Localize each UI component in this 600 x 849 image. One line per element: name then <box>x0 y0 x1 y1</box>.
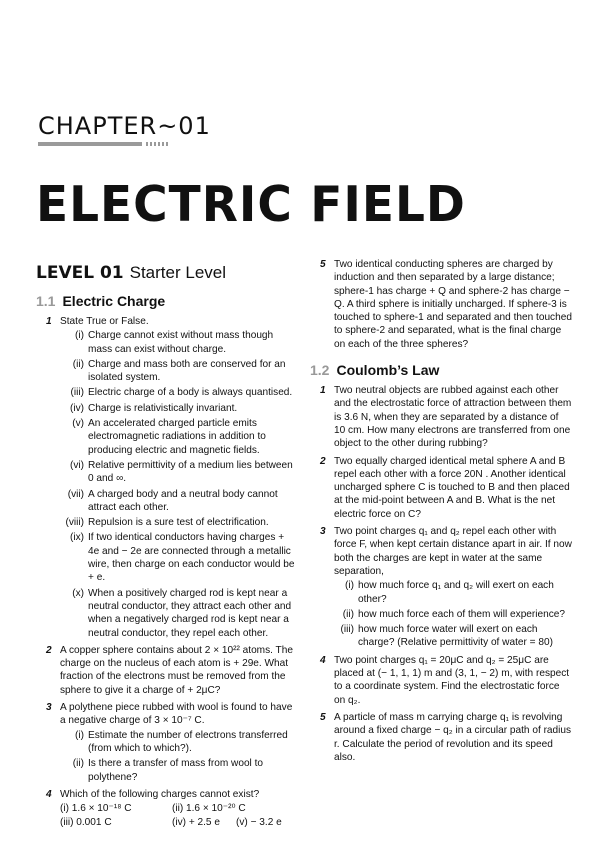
sub-question <box>60 358 298 385</box>
sub-question <box>334 623 572 650</box>
question-text: Two identical conducting spheres are charged by induction and then separated by a large distance; sphere-1 has charge + Q and sphere-2 has charge − Q. A third sphere is initially uncharged. If sphere-3 is touched to sphere-1 and separated and then touched to sphere-2 and separated, what is the final charge on each of the three spheres? <box>334 259 572 350</box>
question <box>310 455 572 521</box>
level-heading <box>36 262 298 284</box>
question <box>310 258 572 351</box>
question-text: A polythene piece rubbed with wool is found to have a negative charge of 3 × 10⁻⁷ C. <box>60 702 293 727</box>
sub-number: (i) <box>75 729 84 741</box>
question <box>310 525 572 650</box>
section-heading <box>36 292 298 310</box>
sub-number: (vi) <box>69 459 84 471</box>
sub-number: (i) <box>75 330 84 342</box>
sub-number: (iii) <box>340 624 354 636</box>
section-title: Electric Charge <box>62 293 166 309</box>
question-number: 3 <box>46 702 52 714</box>
sub-number: (i) <box>345 580 354 592</box>
sub-number: (ii) <box>72 758 84 770</box>
question <box>310 384 572 450</box>
level-label: LEVEL 01 <box>36 263 124 283</box>
sub-number: (vii) <box>67 488 84 500</box>
question-text: A particle of mass m carrying charge q₁ is revolving around a fixed charge − q₂ in a circular path of radius r. Calculate the period of revolution and its speed also. <box>334 711 572 763</box>
question <box>36 788 298 830</box>
choice-option: (v) − 3.2 e <box>236 817 282 829</box>
sub-number: (iv) <box>69 402 84 414</box>
question-number: 2 <box>46 644 52 656</box>
section-number: 1.2 <box>310 362 330 379</box>
question-number: 1 <box>320 385 326 397</box>
chapter-title: ELECTRIC FIELD <box>36 176 466 234</box>
sub-text: An accelerated charged particle emits electromagnetic radiations in addition to producing electric and magnetic fields. <box>88 418 266 456</box>
sub-number: (iii) <box>70 387 84 399</box>
sub-question <box>60 729 298 756</box>
question <box>36 644 298 697</box>
choice-option: (ii) 1.6 × 10⁻²⁰ C <box>172 803 246 815</box>
question-number: 4 <box>46 788 52 800</box>
sub-text: how much force each of them will experience? <box>358 608 566 620</box>
sub-question <box>60 386 298 399</box>
sub-number: (ix) <box>69 532 84 544</box>
choice-option: (iv) + 2.5 e <box>172 817 220 829</box>
question <box>36 701 298 784</box>
question <box>36 315 298 640</box>
question-number: 4 <box>320 654 326 666</box>
sub-question <box>60 459 298 486</box>
sub-text: If two identical conductors having charges + 4e and − 2e are connected through a metallic wire, then charge on each conductor would be + e. <box>88 532 295 584</box>
section-heading <box>310 361 572 379</box>
sub-text: A charged body and a neutral body cannot attract each other. <box>88 488 278 513</box>
sub-text: Charge and mass both are conserved for an isolated system. <box>88 358 286 384</box>
question <box>310 654 572 707</box>
sub-number: (ii) <box>342 608 354 620</box>
sub-text: Electric charge of a body is always quantised. <box>88 387 293 399</box>
sub-question <box>60 531 298 584</box>
level-name: Starter Level <box>129 263 227 282</box>
choice-option: (i) 1.6 × 10⁻¹⁸ C <box>60 803 132 815</box>
sub-question <box>60 757 298 784</box>
question-text: Two point charges q₁ and q₂ repel each other with force F, when kept certain distance apart in air. If now both the charges are kept in water at the same separation, <box>334 526 572 577</box>
choice-grid <box>60 802 298 830</box>
choice-option: (iii) 0.001 C <box>60 817 112 829</box>
sub-text: Charge is relativistically invariant. <box>88 402 238 414</box>
question-number: 2 <box>320 455 326 467</box>
question-number: 3 <box>320 526 326 538</box>
sub-text: how much force q₁ and q₂ will exert on each other? <box>358 580 554 605</box>
question-number: 5 <box>320 711 326 723</box>
sub-text: Is there a transfer of mass from wool to polythene? <box>88 758 264 783</box>
sub-question <box>60 488 298 515</box>
sub-text: how much force water will exert on each charge? (Relative permittivity of water = 80) <box>358 624 553 649</box>
chapter-rule-dots <box>146 142 168 146</box>
question-text: State True or False. <box>60 316 149 327</box>
sub-question <box>334 579 572 606</box>
sub-text: When a positively charged rod is kept near a neutral conductor, they attract each other and when a negatively charged rod is kept near a neutral conductor, they repel each other. <box>88 587 292 639</box>
sub-question <box>60 417 298 457</box>
left-column <box>36 262 298 834</box>
question-number: 5 <box>320 259 326 270</box>
sub-question <box>334 608 572 621</box>
chapter-label: CHAPTER~01 <box>38 112 211 140</box>
chapter-rule <box>38 142 142 146</box>
sub-text: Relative permittivity of a medium lies between 0 and ∞. <box>88 459 293 485</box>
sub-number: (viii) <box>65 517 84 529</box>
question-text: Two neutral objects are rubbed against each other and the electrostatic force of attraction between them is 3.6 N, when they are separated by a distance of 10 cm. How many electrons are transferred from one object to the other during rubbing? <box>334 385 572 450</box>
sub-number: (v) <box>72 418 84 430</box>
question-number: 1 <box>46 316 52 327</box>
sub-question <box>60 516 298 529</box>
section-title: Coulomb’s Law <box>336 362 440 379</box>
sub-question <box>60 402 298 415</box>
question-text: Two point charges q₁ = 20μC and q₂ = 25μC are placed at (− 1, 1, 1) m and (3, 1, − 2) m, with respect to a coordinate system. Find the electrostatic force on q₂. <box>334 654 570 706</box>
right-column <box>310 258 572 768</box>
question-text: Two equally charged identical metal sphere A and B repel each other with a force 20N . Another identical uncharged sphere C is touched to B and then placed at the mid-point between A and B. What is the net electric force on C? <box>334 455 570 520</box>
section-number: 1.1 <box>36 293 56 309</box>
sub-question <box>60 329 298 356</box>
question <box>310 711 572 764</box>
sub-number: (x) <box>72 587 84 599</box>
question-text: A copper sphere contains about 2 × 10²² atoms. The charge on the nucleus of each atom is + 29e. What fraction of the electrons must be removed from the sphere to give it a charge of + 2μC? <box>60 644 293 696</box>
question-text: Which of the following charges cannot exist? <box>60 788 260 800</box>
sub-question <box>60 587 298 640</box>
sub-number: (ii) <box>72 358 84 370</box>
sub-text: Repulsion is a sure test of electrification. <box>88 517 269 529</box>
sub-text: Charge cannot exist without mass though mass can exist without charge. <box>88 330 274 355</box>
sub-text: Estimate the number of electrons transferred (from which to which?). <box>88 729 288 754</box>
